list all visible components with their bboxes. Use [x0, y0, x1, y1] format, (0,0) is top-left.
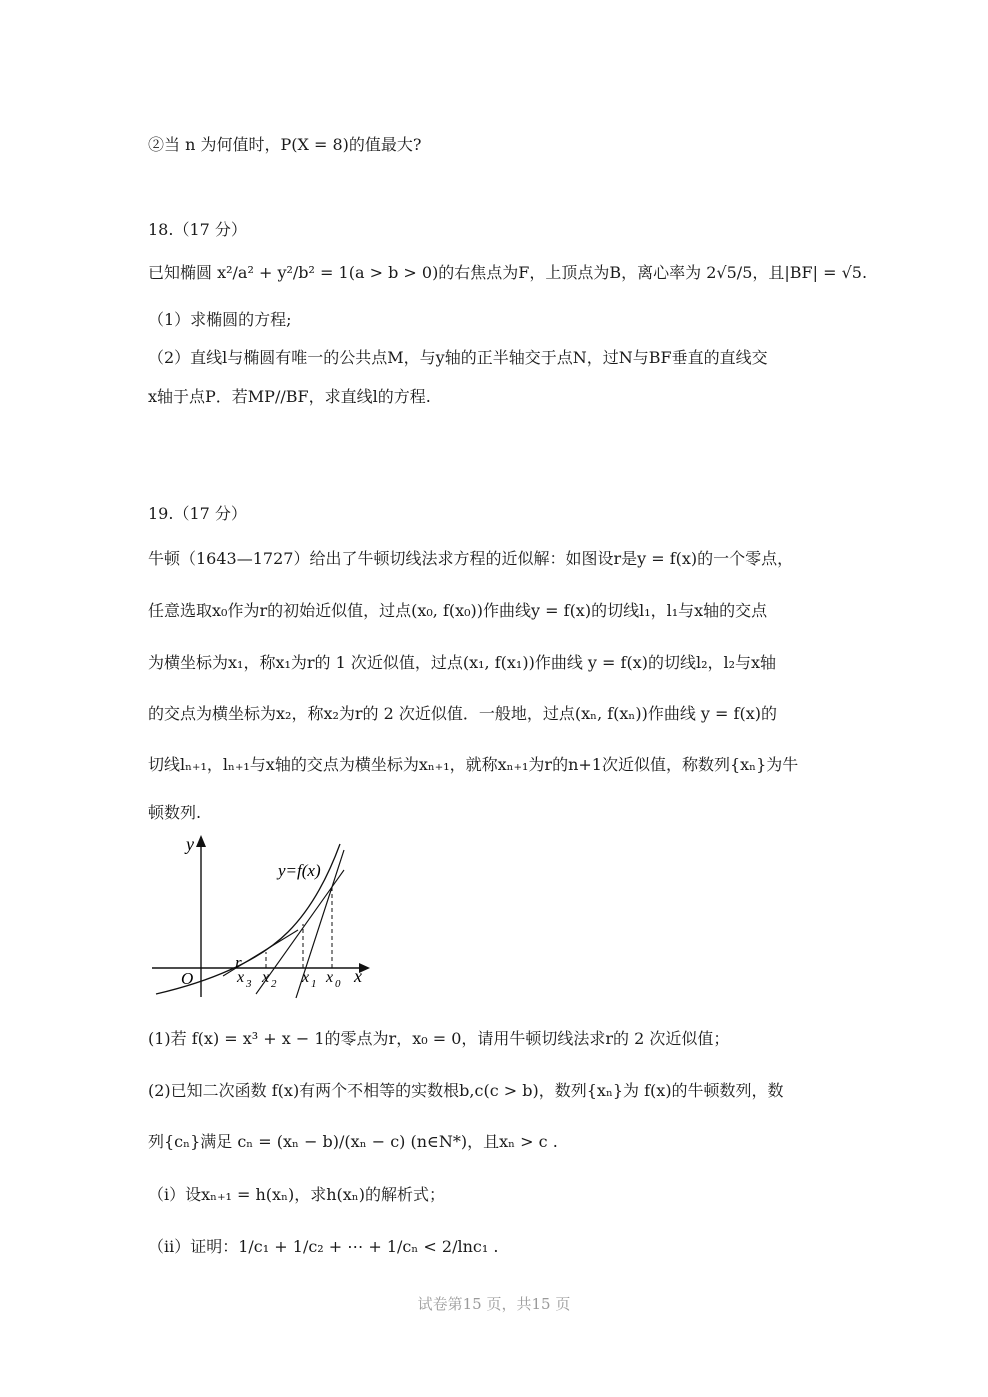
x3-label: x — [237, 969, 245, 986]
x1-sub: 1 — [311, 978, 317, 990]
x2-label: x — [262, 969, 270, 986]
x0-label: x — [326, 969, 334, 986]
q18-stem: 已知椭圆 x²/a² + y²/b² = 1(a > b > 0)的右焦点为F，上顶点为B，离心率为 2√5/5，且|BF| = √5. — [148, 263, 868, 282]
curve-label: y=f(x) — [278, 861, 321, 880]
y-axis-arrow — [196, 835, 206, 847]
q19-sub1: (1)若 f(x) = x³ + x − 1的零点为r，x₀ = 0，请用牛顿切线法求r的 2 次近似值； — [148, 1029, 730, 1048]
q19-para-4: 的交点为横坐标为x₂，称x₂为r的 2 次近似值．一般地，过点(xₙ, f(xₙ))作曲线 y = f(x)的 — [148, 704, 777, 723]
x0-sub: 0 — [335, 978, 341, 990]
q19-sub2-i: （ⅰ）设xₙ₊₁ = h(xₙ)，求h(xₙ)的解析式； — [148, 1185, 445, 1204]
q18-header: 18.（17 分） — [148, 220, 247, 239]
q17-part2-text: ②当 n 为何值时，P(X = 8)的值最大? — [148, 135, 422, 154]
q19-sub2-line1: (2)已知二次函数 f(x)有两个不相等的实数根b,c(c > b)，数列{xₙ}为 f(x)的牛顿数列，数 — [148, 1081, 784, 1100]
x2-sub: 2 — [271, 978, 277, 990]
newton-method-figure — [148, 832, 378, 1002]
q19-para-6: 顿数列. — [148, 803, 202, 822]
q19-para-2: 任意选取x₀作为r的初始近似值，过点(x₀, f(x₀))作曲线y = f(x)的切线l₁，l₁与x轴的交点 — [148, 601, 768, 620]
q19-sub2-ii: （ⅱ）证明：1/c₁ + 1/c₂ + ⋯ + 1/cₙ < 2/lnc₁ . — [148, 1237, 499, 1256]
x3-sub: 3 — [246, 978, 252, 990]
q19-para-3: 为横坐标为x₁，称x₁为r的 1 次近似值，过点(x₁, f(x₁))作曲线 y = f(x)的切线l₂，l₂与x轴 — [148, 653, 777, 672]
x1-label: x — [302, 969, 310, 986]
q19-header: 19.（17 分） — [148, 504, 247, 523]
q18-part2-line2: x轴于点P．若MP//BF，求直线l的方程. — [148, 387, 431, 406]
q18-part2-line1: （2）直线l与椭圆有唯一的公共点M，与y轴的正半轴交于点N，过N与BF垂直的直线交 — [148, 348, 768, 367]
q18-part1: （1）求椭圆的方程; — [148, 310, 292, 329]
x-label: x — [354, 966, 362, 986]
origin-label: O — [181, 969, 194, 988]
y-label: y — [186, 834, 194, 854]
q19-para-5: 切线lₙ₊₁，lₙ₊₁与x轴的交点为横坐标为xₙ₊₁，就称xₙ₊₁为r的n+1次近似值，称数列{xₙ}为牛 — [148, 755, 799, 774]
q17-part2 — [148, 134, 421, 156]
r-label: r — [235, 953, 242, 972]
q19-sub2-line2: 列{cₙ}满足 cₙ = (xₙ − b)/(xₙ − c) (n∈N*)，且xₙ > c . — [148, 1132, 558, 1151]
page-footer: 试卷第15 页，共15 页 — [417, 1295, 571, 1313]
q19-para-1: 牛顿（1643—1727）给出了牛顿切线法求方程的近似解：如图设r是y = f(x)的一个零点， — [148, 549, 794, 568]
